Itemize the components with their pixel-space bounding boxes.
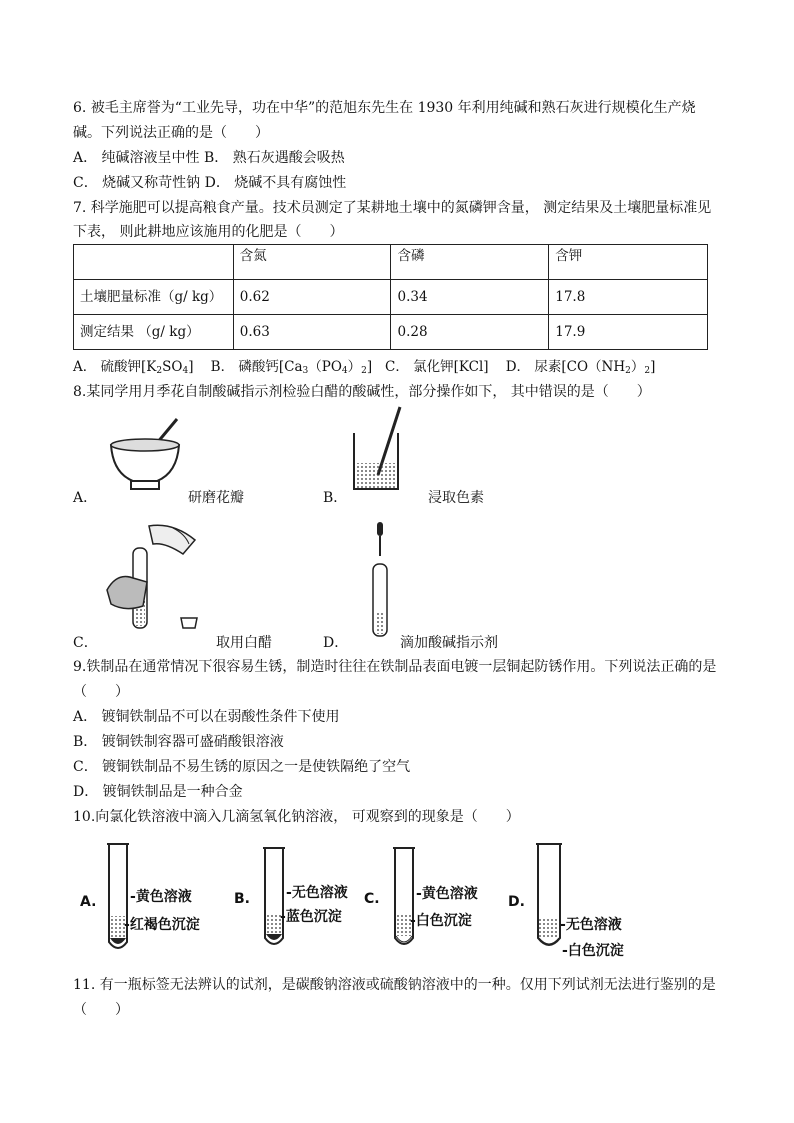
table-header-cell xyxy=(74,245,234,280)
mortar-pestle-icon xyxy=(105,415,185,495)
q10-option-b-bottom-label: -蓝色沉淀 xyxy=(280,909,342,925)
q10-stem: 10.向氯化铁溶液中滴入几滴氢氧化钠溶液， 可观察到的现象是（ ） xyxy=(73,809,520,825)
table-row xyxy=(74,315,708,350)
q6-stem-line1: 6. 被毛主席誉为“工业先导，功在中华”的范旭东先生在 1930 年利用纯碱和熟石灰进行规模化生产烧 xyxy=(73,100,696,116)
q10-option-c-top-label: -黄色溶液 xyxy=(416,886,478,902)
q11-stem-line1: 11. 有一瓶标签无法辨认的试剂，是碳酸钠溶液或硫酸钠溶液中的一种。仅用下列试剂无法进行鉴别的是 xyxy=(73,977,716,993)
table-header-cell: 含氮 xyxy=(233,245,391,280)
q10-option-d-bottom-label: -白色沉淀 xyxy=(562,943,624,959)
q9-option-c: C． 镀铜铁制品不易生锈的原因之一是使铁隔绝了空气 xyxy=(73,759,411,775)
table-cell: 土壤肥量标准（g/ kg） xyxy=(74,280,234,315)
q10-option-a-top-label: -黄色溶液 xyxy=(130,889,192,905)
q10-option-d-letter: D. xyxy=(508,894,525,910)
q10-option-c-letter: C. xyxy=(364,891,380,907)
pouring-hand-icon xyxy=(103,520,203,640)
q7-fertilizer-table xyxy=(73,244,708,350)
table-cell: 0.62 xyxy=(233,280,391,315)
q7-option-d: D． 尿素$[CO(NH_2)_2]$ xyxy=(505,359,656,376)
q8-stem: 8.某同学用月季花自制酸碱指示剂检验白醋的酸碱性，部分操作如下， 其中错误的是（ ） xyxy=(73,384,651,400)
q10-option-b-letter: B. xyxy=(234,891,250,907)
q6-options-cd: C． 烧碱又称苛性钠 D． 烧碱不具有腐蚀性 xyxy=(73,175,347,191)
q7-stem-line1: 7. 科学施肥可以提高粮食产量。技术员测定了某耕地土壤中的氮磷钾含量， 测定结果及土壤肥量标准见 xyxy=(73,200,712,216)
test-tube-b-icon xyxy=(262,846,286,950)
q9-option-d: D． 镀铜铁制品是一种合金 xyxy=(73,784,243,800)
table-cell: 测定结果 （g/ kg） xyxy=(74,315,234,350)
q8-option-d-caption: 滴加酸碱指示剂 xyxy=(400,635,498,651)
table-cell: 0.28 xyxy=(391,315,549,350)
table-header-cell: 含钾 xyxy=(549,245,708,280)
q7-option-a: A． 硫酸钾$[K_2SO_4]$ xyxy=(73,359,194,376)
q9-option-b: B． 镀铜铁制容器可盛硝酸银溶液 xyxy=(73,734,284,750)
q10-option-c-bottom-label: -白色沉淀 xyxy=(410,913,472,929)
q8-option-a-caption: 研磨花瓣 xyxy=(188,490,244,506)
q8-option-d-letter: D． xyxy=(323,635,349,651)
q7-stem-line2: 下表， 则此耕地应该施用的化肥是（ ） xyxy=(73,224,344,240)
table-row xyxy=(74,245,708,280)
dropper-test-tube-icon xyxy=(368,520,392,640)
q7-option-c: C． 氯化钾[KCl] xyxy=(385,359,489,375)
q9-stem-line2: （ ） xyxy=(73,684,129,700)
q10-option-b-top-label: -无色溶液 xyxy=(286,885,348,901)
q6-stem-line2: 碱。下列说法正确的是（ ） xyxy=(73,125,269,141)
q8-option-b-letter: B． xyxy=(323,490,348,506)
q8-option-c-letter: C． xyxy=(73,635,98,651)
q10-option-a-bottom-label: -红褐色沉淀 xyxy=(124,917,200,933)
table-cell: 17.9 xyxy=(549,315,708,350)
q7-option-b: B． 磷酸钙$[Ca_3(PO_4)_2]$ xyxy=(210,359,373,376)
test-tube-a-icon xyxy=(106,842,130,954)
q8-option-a-letter: A． xyxy=(73,490,98,506)
q7-options xyxy=(73,357,655,381)
q10-option-d-top-label: -无色溶液 xyxy=(560,917,622,933)
q9-stem-line1: 9.铁制品在通常情况下很容易生锈，制造时往往在铁制品表面电镀一层铜起防锈作用。下列说法正确的是 xyxy=(73,659,717,675)
test-tube-d-icon xyxy=(534,842,564,952)
q9-option-a: A． 镀铜铁制品不可以在弱酸性条件下使用 xyxy=(73,709,340,725)
q8-option-b-caption: 浸取色素 xyxy=(428,490,484,506)
q10-option-a-letter: A. xyxy=(80,894,97,910)
beaker-icon xyxy=(348,405,408,495)
q11-stem-line2: （ ） xyxy=(73,1002,129,1018)
table-cell: 0.63 xyxy=(233,315,391,350)
q8-option-c-caption: 取用白醋 xyxy=(216,635,272,651)
table-header-cell: 含磷 xyxy=(391,245,549,280)
table-row xyxy=(74,280,708,315)
test-tube-c-icon xyxy=(392,846,416,950)
q6-options-ab: A． 纯碱溶液呈中性 B． 熟石灰遇酸会吸热 xyxy=(73,150,345,166)
table-cell: 0.34 xyxy=(391,280,549,315)
table-cell: 17.8 xyxy=(549,280,708,315)
